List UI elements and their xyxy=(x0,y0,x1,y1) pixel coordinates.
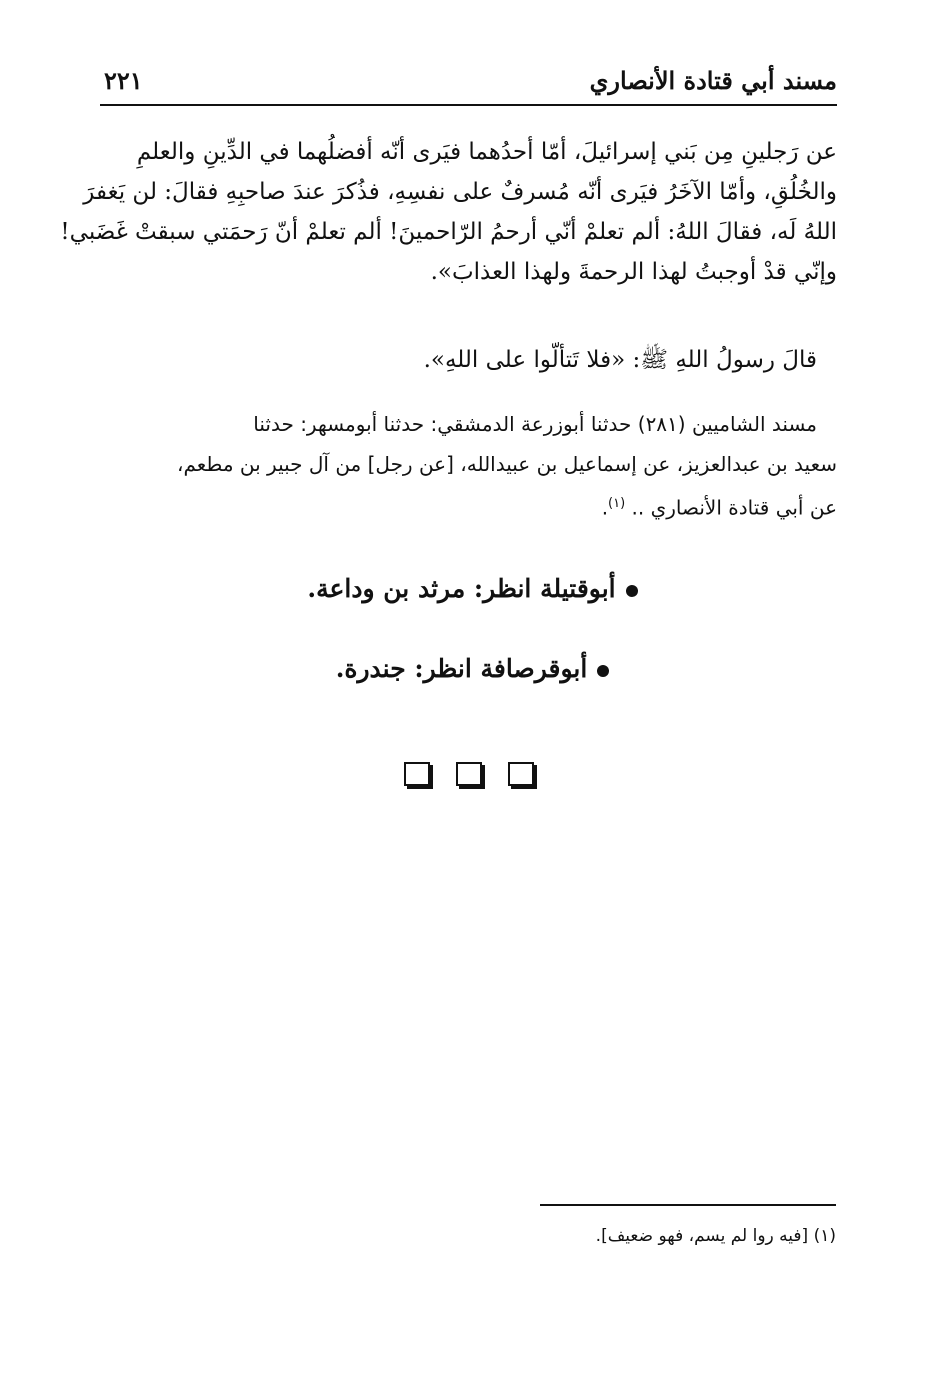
cross-reference-entry xyxy=(0,574,945,603)
isnad-line-text: عن أبي قتادة الأنصاري .. xyxy=(631,495,837,520)
isnad-end-punct: . xyxy=(601,495,609,520)
square-ornament-icon xyxy=(508,762,534,786)
isnad-line: سعيد بن عبدالعزيز، عن إسماعيل بن عبيدالله، [عن رجل] من آل جبير بن مطعم، xyxy=(177,452,837,476)
header-rule xyxy=(100,104,837,106)
prophet-saying: قالَ رسولُ اللهِ ﷺ: «فلا تَتألّوا على اللهِ». xyxy=(423,347,817,373)
footnote: (١) [فيه روا لم يسم، فهو ضعيف]. xyxy=(595,1226,836,1246)
bullet-icon xyxy=(626,585,638,597)
isnad-line-last xyxy=(100,484,837,528)
hadith-text xyxy=(60,132,837,292)
running-title: مسند أبي قتادة الأنصاري xyxy=(589,66,837,95)
square-ornament-icon xyxy=(404,762,430,786)
cross-reference-entry xyxy=(0,654,945,683)
footnote-reference: (١) xyxy=(608,496,626,511)
page-number: ٢٢١ xyxy=(104,66,143,95)
hadith-line: والخُلُقِ، وأمّا الآخَرُ فيَرى أنّه مُسرفٌ على نفسِهِ، فذُكرَ عندَ صاحبِهِ فقالَ: لن يَغفرَ xyxy=(83,179,837,205)
hadith-line: وإنّي قدْ أوجبتُ لهذا الرحمةَ ولهذا العذابَ». xyxy=(430,259,837,285)
bullet-icon xyxy=(597,665,609,677)
section-separator xyxy=(404,762,534,790)
hadith-line: عن رَجلينِ مِن بَني إسرائيلَ، أمّا أحدُهما فيَرى أنّه أفضلُهما في الدِّينِ والعلمِ xyxy=(136,139,837,165)
square-ornament-icon xyxy=(456,762,482,786)
hadith-line: اللهُ لَه، فقالَ اللهُ: ألم تعلمْ أنّي أرحمُ الرّاحمينَ! ألم تعلمْ أنّ رَحمَتي سبقتْ غَضَبي! xyxy=(60,219,837,245)
isnad-paragraph xyxy=(100,404,837,528)
page-header xyxy=(100,66,837,106)
isnad-line: مسند الشاميين (٢٨١) حدثنا أبوزرعة الدمشقي: حدثنا أبومسهر: حدثنا xyxy=(253,412,817,436)
entry-text: أبوقتيلة انظر: مرثد بن وداعة. xyxy=(307,574,616,603)
entry-text: أبوقرصافة انظر: جندرة. xyxy=(335,654,588,683)
footnote-rule xyxy=(540,1204,836,1206)
